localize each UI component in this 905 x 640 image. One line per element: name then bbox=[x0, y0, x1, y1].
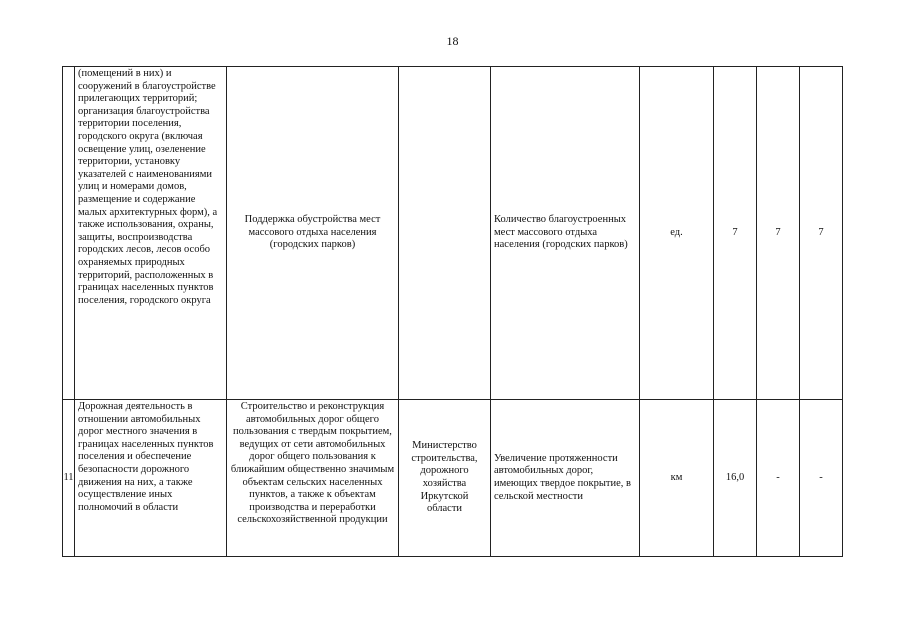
event-cell: Строительство и реконструкция автомобильных дорог общего пользования с твердым покрытием, ведущих от сети автомобильных дорог общего пользования к ближайшим общественно значимым объектам сельских населенных пунктов, а также к объектам производства и переработки сельскохозяйственной продукции bbox=[227, 400, 399, 557]
task-cell: (помещений в них) и сооружений в благоустройстве прилегающих территорий; организация благоустройства территории поселения, городского округа (включая освещение улиц, озеленение территории, установку указателей с наименованиями улиц и номерами домов, размещение и содержание малых архитектурных форм), а также использования, охраны, защиты, воспроизводства городских лесов, лесов особо охраняемых природных территорий, расположенных в границах населенных пунктов поселения, городского округа bbox=[75, 67, 227, 400]
program-table bbox=[62, 66, 843, 557]
table-row bbox=[63, 400, 843, 557]
responsible-cell: Министерство строительства, дорожного хозяйства Иркутской области bbox=[399, 400, 491, 557]
unit-cell: ед. bbox=[640, 67, 714, 400]
event-cell: Поддержка обустройства мест массового отдыха населения (городских парков) bbox=[227, 67, 399, 400]
indicator-cell: Количество благоустроенных мест массового отдыха населения (городских парков) bbox=[491, 67, 640, 400]
task-cell: Дорожная деятельность в отношении автомобильных дорог местного значения в границах населенных пунктов поселения и обеспечение безопасности дорожного движения на них, а также осуществление иных полномочий в области bbox=[75, 400, 227, 557]
value-cell-3: - bbox=[800, 400, 843, 557]
indicator-cell: Увеличение протяженности автомобильных дорог, имеющих твердое покрытие, в сельской местности bbox=[491, 400, 640, 557]
page-number: 18 bbox=[446, 34, 459, 48]
value-cell-1: 7 bbox=[714, 67, 757, 400]
row-number bbox=[63, 67, 75, 400]
value-cell-2: - bbox=[757, 400, 800, 557]
value-cell-3: 7 bbox=[800, 67, 843, 400]
responsible-cell bbox=[399, 67, 491, 400]
row-number: 11 bbox=[63, 400, 75, 557]
value-cell-2: 7 bbox=[757, 67, 800, 400]
value-cell-1: 16,0 bbox=[714, 400, 757, 557]
unit-cell: км bbox=[640, 400, 714, 557]
table-row bbox=[63, 67, 843, 400]
